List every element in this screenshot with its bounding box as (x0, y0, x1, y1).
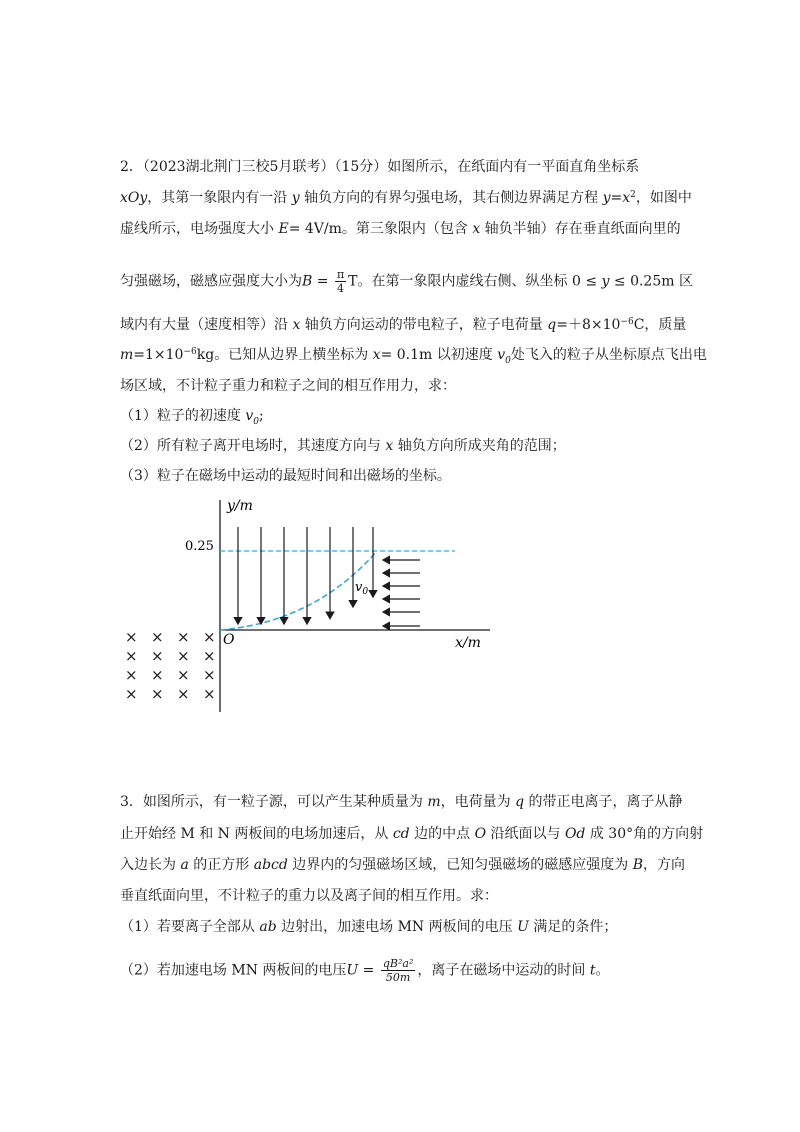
problem2-line-7: 场区域，不计粒子重力和粒子之间的相互作用力，求： (120, 378, 456, 394)
field-cross: × (125, 666, 138, 684)
field-cross: × (125, 647, 138, 665)
field-cross: × (125, 685, 138, 703)
field-cross: × (177, 685, 190, 703)
field-cross: × (151, 628, 164, 646)
field-cross: × (203, 685, 216, 703)
electric-field-arrows (238, 527, 373, 624)
y-tick-025: 0.25 (185, 539, 214, 554)
magnetic-field-region (125, 628, 216, 703)
v0-label: $v_0$ (355, 580, 369, 597)
problem2-line-3: 虚线所示，电场强度大小 E= 4V/m。第三象限内（包含 x 轴负半轴）存在垂直纸面向里的 (120, 221, 681, 237)
problem2-q3: （3）粒子在磁场中运动的最短时间和出磁场的坐标。 (120, 468, 451, 484)
field-cross: × (203, 628, 216, 646)
field-cross: × (151, 666, 164, 684)
problem2-line-4: 匀强磁场，磁感应强度大小为B = $\frac{\pi}{4}$ T。在第一象限内虚线右侧、纵坐标 0 ≤ y ≤ 0.25m 区 (120, 268, 693, 295)
problem3-line-3: 入边长为 a 的正方形 abcd 边界内的匀强磁场区域，已知匀强磁场的磁感应强度为 B，方向 (120, 857, 686, 873)
problem2-line-2: xOy，其第一象限内有一沿 y 轴负方向的有界匀强电场，其右侧边界满足方程 $y=x^2$，如图中 (120, 190, 692, 206)
problem2-line-1: 2．（2023湖北荆门三校5月联考）（15分）如图所示，在纸面内有一平面直角坐标系 (120, 159, 640, 175)
field-diagram (115, 490, 505, 720)
field-cross: × (125, 628, 138, 646)
field-cross: × (203, 666, 216, 684)
problem2-q2: （2）所有粒子离开电场时，其速度方向与 x 轴负方向所成夹角的范围； (120, 438, 566, 454)
problem2-q1: （1）粒子的初速度 $v_0$; (120, 408, 264, 427)
problem3-line-4: 垂直纸面向里，不计粒子的重力以及离子间的相互作用。求： (120, 888, 498, 904)
x-axis-label: x/m (455, 635, 481, 651)
problem2-line-5: 域内有大量（速度相等）沿 x 轴负方向运动的带电粒子，粒子电荷量 $q=+8\times 10^{-6}C$，质量 (120, 317, 687, 333)
problem3-line-1: 3．如图所示，有一粒子源，可以产生某种质量为 m，电荷量为 q 的带正电离子，离子从静 (120, 794, 683, 810)
problem3-q1: （1）若要离子全部从 ab 边射出，加速电场 MN 两板间的电压 U 满足的条件； (120, 919, 618, 935)
field-cross: × (151, 685, 164, 703)
problem2-line-6: $m=1\times 10^{-6}kg$。已知从边界上横坐标为 x= 0.1m 以初速度 $v_0$处飞入的粒子从坐标原点飞出电 (120, 347, 707, 366)
field-cross: × (177, 628, 190, 646)
problem3-line-2: 止开始经 M 和 N 两板间的电场加速后，从 cd 边的中点 O 沿纸面以与 Od 成 30°角的方向射 (120, 826, 704, 842)
particle-velocity-arrows (383, 560, 420, 626)
field-cross: × (177, 666, 190, 684)
problem3-q2: （2）若加速电场 MN 两板间的电压U = $\frac{\text{qB²a²}}{50m}$ ，离子在磁场中运动的时间 t。 (120, 957, 610, 984)
origin-label: O (223, 632, 235, 648)
field-cross: × (177, 647, 190, 665)
field-cross: × (151, 647, 164, 665)
u-fraction: $\frac{\text{qB²a²}}{50m}$ (382, 957, 414, 984)
field-cross: × (203, 647, 216, 665)
y-axis-label: y/m (227, 498, 253, 514)
b-fraction: $\frac{\pi}{4}$ (336, 268, 345, 295)
